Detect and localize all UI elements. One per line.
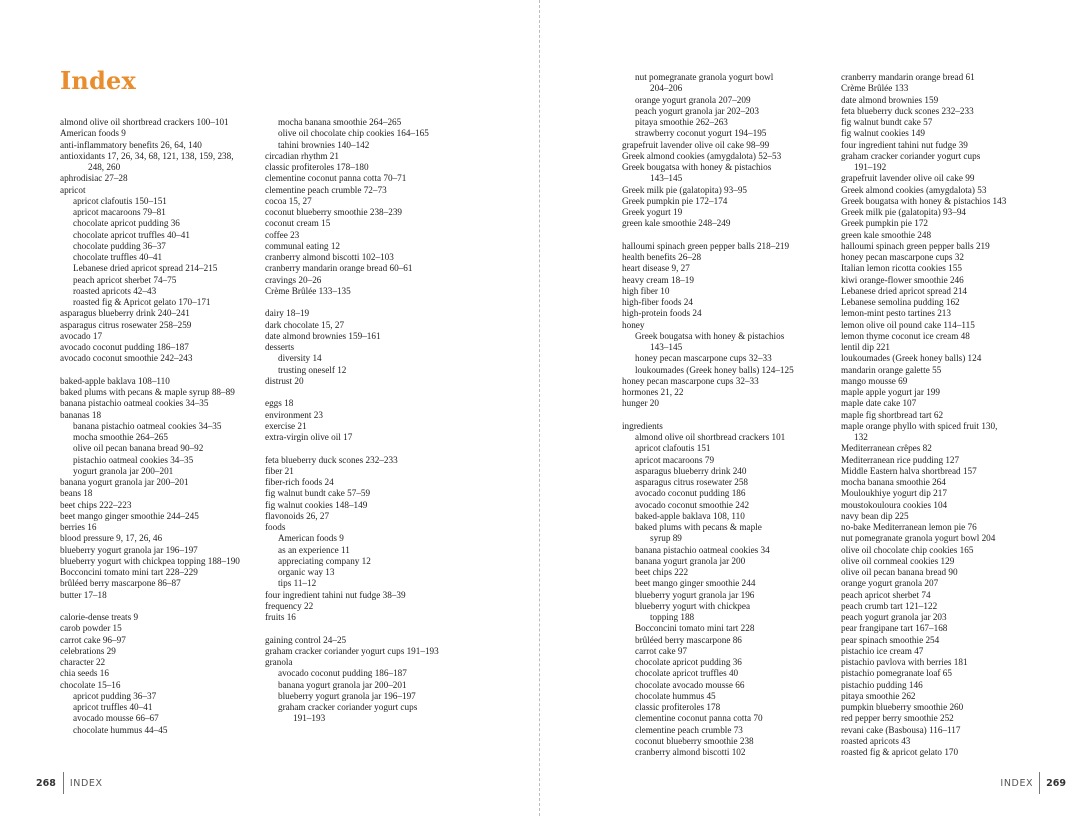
index-entry: ingredients (622, 420, 663, 431)
index-entry: Italian lemon ricotta cookies 155 (841, 263, 962, 274)
index-subentry: beet chips 222 (635, 567, 689, 577)
index-entry: peach yogurt granola jar 203 (841, 612, 947, 622)
index-entry: heavy cream 18–19 (622, 274, 694, 285)
index-entry: anti-inflammatory benefits 26, 64, 140 (60, 139, 202, 150)
index-entry: hunger 20 (622, 398, 659, 409)
index-entry: clementine coconut panna cotta 70–71 (265, 173, 407, 184)
index-entry: four ingredient tahini nut fudge 38–39 (265, 589, 406, 600)
index-subentry: olive oil pecan banana bread 90–92 (73, 443, 204, 454)
index-subentry: cranberry almond biscotti 102 (635, 747, 746, 757)
index-entry: foods (265, 522, 286, 532)
index-entry: distrust 20 (265, 375, 304, 386)
index-entry: mango mousse 69 (841, 375, 908, 386)
index-entry: halloumi spinach green pepper balls 219 (841, 240, 990, 251)
index-entry: mocha banana smoothie 264 (841, 477, 946, 487)
index-entry: pistachio pomegranate loaf 65 (841, 668, 952, 679)
index-entry: Mediterranean crêpes 82 (841, 443, 932, 454)
index-section-gap (622, 410, 837, 421)
index-entry: date almond brownies 159 (841, 94, 939, 105)
index-entry: lemon-mint pesto tartines 213 (841, 308, 951, 319)
index-entry: eggs 18 (265, 398, 294, 409)
index-section-gap (60, 365, 275, 376)
index-subentry: tahini brownies 140–142 (278, 139, 370, 150)
index-subentry: clementine coconut panna cotta 70 (635, 713, 763, 724)
index-subentry: mocha smoothie 264–265 (73, 432, 168, 442)
index-entry: roasted apricots 43 (841, 735, 911, 746)
index-subentry: baked-apple baklava 108, 110 (635, 510, 745, 521)
index-entry: feta blueberry duck scones 232–233 (265, 454, 398, 465)
index-subentry: 191–193 (293, 713, 326, 724)
index-subentry: avocado coconut pudding 186 (635, 488, 746, 499)
index-subentry: banana yogurt granola jar 200–201 (278, 679, 407, 690)
index-entry: loukoumades (Greek honey balls) 124 (841, 353, 982, 364)
index-entry: no-bake Mediterranean lemon pie 76 (841, 522, 977, 532)
index-entry: graham cracker coriander yogurt cups (841, 150, 981, 161)
index-entry: lemon thyme coconut ice cream 48 (841, 330, 970, 341)
index-subentry: pitaya smoothie 262–263 (635, 117, 728, 127)
index-subentry: brûléed berry mascarpone 86 (635, 634, 742, 645)
index-entry: desserts (265, 342, 295, 352)
index-entry: Middle Eastern halva shortbread 157 (841, 465, 977, 476)
index-entry: environment 23 (265, 409, 323, 420)
index-entry: circadian rhythm 21 (265, 150, 339, 161)
index-entry: Greek yogurt 19 (622, 207, 683, 217)
index-entry: banana yogurt granola jar 200–201 (60, 477, 189, 487)
index-subentry: Lebanese dried apricot spread 214–215 (73, 263, 218, 274)
index-subentry: roasted fig & Apricot gelato 170–171 (73, 297, 211, 307)
index-entry: Greek milk pie (galatopita) 93–95 (622, 184, 748, 195)
index-entry: avocado coconut pudding 186–187 (60, 342, 189, 352)
index-subentry: loukoumades (Greek honey balls) 124–125 (635, 364, 794, 375)
index-entry: avocado 17 (60, 330, 103, 341)
index-subentry: topping 188 (650, 612, 695, 622)
footer-right (1000, 772, 1066, 794)
index-entry: antioxidants 17, 26, 34, 68, 121, 138, 159, 238, (60, 150, 234, 161)
index-subentry: apricot truffles 40–41 (73, 702, 153, 712)
index-entry: honey pecan mascarpone cups 32–33 (622, 375, 759, 386)
index-entry: Greek bougatsa with honey & pistachios 143 (841, 195, 1007, 206)
index-entry: halloumi spinach green pepper balls 218–219 (622, 240, 790, 251)
index-entry: asparagus blueberry drink 240–241 (60, 308, 190, 319)
index-entry: cranberry almond biscotti 102–103 (265, 252, 394, 262)
index-entry: pumpkin blueberry smoothie 260 (841, 702, 964, 712)
index-subentry: syrup 89 (650, 533, 682, 544)
footer-divider-left (63, 772, 64, 794)
index-entry: pistachio pudding 146 (841, 679, 923, 690)
index-entry: feta blueberry duck scones 232–233 (841, 105, 974, 116)
index-entry: high-protein foods 24 (622, 308, 702, 319)
index-entry: frequency 22 (265, 600, 314, 611)
index-entry: dark chocolate 15, 27 (265, 319, 345, 330)
index-entry: beet mango ginger smoothie 244–245 (60, 510, 199, 521)
index-subentry: apricot macaroons 79–81 (73, 207, 166, 217)
index-entry: navy bean dip 225 (841, 510, 909, 521)
index-subentry: Greek bougatsa with honey & pistachios (635, 330, 785, 341)
index-entry: coffee 23 (265, 229, 300, 240)
index-subentry: chocolate hummus 45 (635, 690, 716, 701)
index-entry: baked plums with pecans & maple syrup 88–89 (60, 387, 235, 397)
index-subentry: orange yogurt granola 207–209 (635, 94, 751, 105)
index-entry: honey pecan mascarpone cups 32 (841, 252, 964, 262)
index-subentry: chocolate apricot truffles 40 (635, 668, 739, 679)
index-entry: green kale smoothie 248–249 (622, 218, 731, 229)
index-subentry: avocado coconut smoothie 242 (635, 499, 750, 510)
index-entry: maple apple yogurt jar 199 (841, 387, 940, 397)
index-subentry: chocolate avocado mousse 66 (635, 679, 745, 690)
index-subentry: 204–206 (650, 83, 683, 94)
index-entry: Mouloukhiye yogurt dip 217 (841, 488, 947, 499)
index-entry: date almond brownies 159–161 (265, 330, 381, 341)
index-entry: chia seeds 16 (60, 668, 109, 679)
index-entry: kiwi orange-flower smoothie 246 (841, 274, 964, 285)
index-entry: Greek pumpkin pie 172–174 (622, 195, 728, 206)
page-number-left: 268 (36, 777, 56, 789)
index-entry: brûléed berry mascarpone 86–87 (60, 578, 181, 589)
index-entry: classic profiteroles 178–180 (265, 162, 369, 172)
index-subentry: trusting oneself 12 (278, 364, 347, 375)
index-entry: olive oil cornmeal cookies 129 (841, 555, 955, 566)
page-number-right: 269 (1046, 777, 1066, 789)
index-subentry: chocolate apricot pudding 36 (73, 218, 180, 229)
index-entry: blueberry yogurt granola jar 196–197 (60, 544, 198, 555)
index-entry: avocado coconut smoothie 242–243 (60, 353, 193, 364)
index-entry: baked-apple baklava 108–110 (60, 375, 170, 386)
index-entry: butter 17–18 (60, 589, 107, 600)
index-section-gap (265, 623, 480, 634)
index-subentry: 132 (854, 432, 868, 442)
index-subentry: 143–145 (650, 342, 683, 352)
index-subentry: roasted apricots 42–43 (73, 285, 157, 296)
index-column-3 (622, 72, 837, 758)
index-entry: lentil dip 221 (841, 342, 890, 352)
index-entry: blueberry yogurt with chickpea topping 188–190 (60, 555, 240, 566)
index-subentry: apricot clafoutis 150–151 (73, 195, 167, 206)
index-column-1 (60, 117, 275, 736)
index-entry: Lebanese dried apricot spread 214 (841, 285, 968, 296)
index-subentry: mocha banana smoothie 264–265 (278, 117, 402, 127)
index-subentry: apricot clafoutis 151 (635, 443, 711, 454)
index-entry: extra-virgin olive oil 17 (265, 432, 353, 442)
index-entry: communal eating 12 (265, 240, 341, 251)
index-subentry: avocado mousse 66–67 (73, 713, 159, 724)
index-section-gap (622, 230, 837, 241)
index-subentry: diversity 14 (278, 353, 322, 364)
index-entry: cocoa 15, 27 (265, 195, 312, 206)
index-entry: high-fiber foods 24 (622, 297, 693, 307)
index-entry: graham cracker coriander yogurt cups 191–193 (265, 645, 439, 656)
index-entry: maple date cake 107 (841, 398, 917, 409)
index-entry: pear spinach smoothie 254 (841, 634, 940, 645)
index-entry: pear frangipane tart 167–168 (841, 623, 948, 634)
index-entry: gaining control 24–25 (265, 634, 347, 645)
index-entry: pistachio ice cream 47 (841, 645, 924, 656)
index-subentry: olive oil chocolate chip cookies 164–165 (278, 128, 429, 139)
index-entry: fiber-rich foods 24 (265, 477, 334, 487)
index-entry: honey (622, 319, 645, 330)
index-subentry: organic way 13 (278, 567, 335, 577)
index-entry: Crème Brûlée 133 (841, 83, 909, 94)
index-entry: character 22 (60, 657, 106, 667)
index-entry: asparagus citrus rosewater 258–259 (60, 319, 192, 330)
index-entry: pistachio pavlova with berries 181 (841, 657, 968, 667)
index-entry: orange yogurt granola 207 (841, 578, 939, 589)
index-subentry: 248, 260 (88, 162, 121, 172)
running-footer-label-left: INDEX (69, 777, 103, 789)
index-subentry: classic profiteroles 178 (635, 702, 721, 712)
index-subentry: chocolate apricot pudding 36 (635, 657, 742, 667)
index-entry: coconut cream 15 (265, 218, 331, 229)
index-entry: heart disease 9, 27 (622, 263, 690, 274)
index-entry: nut pomegranate granola yogurt bowl 204 (841, 533, 996, 544)
index-entry: celebrations 29 (60, 645, 116, 656)
index-subentry: carrot cake 97 (635, 645, 688, 656)
index-subentry: banana yogurt granola jar 200 (635, 555, 746, 566)
index-subentry: chocolate pudding 36–37 (73, 240, 166, 251)
index-entry: beet chips 222–223 (60, 499, 132, 510)
index-entry: mandarin orange galette 55 (841, 364, 942, 375)
index-subentry: apricot pudding 36–37 (73, 690, 157, 701)
index-entry: revani cake (Basbousa) 116–117 (841, 724, 961, 735)
index-subentry: honey pecan mascarpone cups 32–33 (635, 353, 772, 364)
index-subentry: 143–145 (650, 173, 683, 184)
index-entry: Lebanese semolina pudding 162 (841, 297, 960, 307)
index-entry: cranberry mandarin orange bread 61 (841, 72, 975, 82)
footer-left (36, 772, 103, 794)
index-entry: calorie-dense treats 9 (60, 612, 139, 622)
index-entry: red pepper berry smoothie 252 (841, 713, 954, 724)
index-subentry: tips 11–12 (278, 578, 317, 589)
index-section-gap (265, 443, 480, 454)
index-subentry: blueberry yogurt with chickpea (635, 600, 751, 611)
index-entry: fig walnut bundt cake 57–59 (265, 488, 371, 499)
index-subentry: coconut blueberry smoothie 238 (635, 735, 754, 746)
index-subentry: baked plums with pecans & maple (635, 522, 762, 532)
index-entry: clementine peach crumble 72–73 (265, 184, 387, 195)
index-entry: Greek almond cookies (amygdalota) 52–53 (622, 150, 782, 161)
index-entry: fiber 21 (265, 465, 294, 476)
running-footer-label-right: INDEX (1000, 777, 1034, 789)
index-entry: beans 18 (60, 488, 93, 499)
index-entry: health benefits 26–28 (622, 252, 702, 262)
index-subentry: as an experience 11 (278, 544, 350, 555)
index-entry: moustokouloura cookies 104 (841, 499, 948, 510)
index-entry: Greek milk pie (galatopita) 93–94 (841, 207, 967, 217)
index-entry: coconut blueberry smoothie 238–239 (265, 207, 403, 217)
index-entry: carob powder 15 (60, 623, 122, 634)
index-entry: flavonoids 26, 27 (265, 510, 330, 521)
index-entry: carrot cake 96–97 (60, 634, 126, 645)
index-subentry: yogurt granola jar 200–201 (73, 465, 174, 476)
index-subentry: American foods 9 (278, 533, 344, 544)
index-subentry: apricot macaroons 79 (635, 454, 715, 465)
index-subentry: banana pistachio oatmeal cookies 34–35 (73, 420, 222, 431)
index-section-gap (60, 601, 275, 612)
index-entry: fruits 16 (265, 612, 296, 622)
index-entry: lemon olive oil pound cake 114–115 (841, 319, 975, 330)
index-entry: fig walnut cookies 148–149 (265, 499, 368, 510)
index-entry: cranberry mandarin orange bread 60–61 (265, 263, 413, 274)
index-subentry: asparagus citrus rosewater 258 (635, 477, 749, 487)
index-subentry: blueberry yogurt granola jar 196 (635, 589, 755, 600)
index-subentry: appreciating company 12 (278, 555, 371, 566)
index-subentry: chocolate apricot truffles 40–41 (73, 229, 190, 240)
index-column-4 (841, 72, 1056, 758)
index-entry: exercise 21 (265, 420, 307, 431)
index-entry: Greek bougatsa with honey & pistachios (622, 162, 772, 172)
index-subentry: graham cracker coriander yogurt cups (278, 702, 418, 712)
index-entry: Crème Brûlée 133–135 (265, 285, 351, 296)
right-page (540, 0, 1080, 816)
index-entry: maple fig shortbread tart 62 (841, 409, 944, 420)
index-entry: blood pressure 9, 17, 26, 46 (60, 533, 163, 544)
index-subentry: chocolate hummus 44–45 (73, 724, 168, 735)
footer-divider-right (1039, 772, 1040, 794)
index-subentry: almond olive oil shortbread crackers 101 (635, 432, 786, 442)
index-entry: grapefruit lavender olive oil cake 99 (841, 173, 975, 184)
index-entry: peach apricot sherbet 74 (841, 589, 931, 600)
index-entry: dairy 18–19 (265, 308, 310, 319)
index-section-gap (265, 387, 480, 398)
index-subentry: peach apricot sherbet 74–75 (73, 274, 177, 285)
index-entry: Mediterranean rice pudding 127 (841, 454, 960, 465)
index-entry: high fiber 10 (622, 285, 670, 296)
index-subentry: beet mango ginger smoothie 244 (635, 578, 756, 589)
index-entry: almond olive oil shortbread crackers 100–101 (60, 117, 229, 127)
index-entry: chocolate 15–16 (60, 679, 121, 690)
index-entry: roasted fig & apricot gelato 170 (841, 747, 959, 757)
index-entry: pitaya smoothie 262 (841, 690, 916, 701)
index-entry: apricot (60, 184, 86, 195)
page-title: Index (60, 66, 137, 95)
index-entry: American foods 9 (60, 128, 126, 139)
index-subentry: peach yogurt granola jar 202–203 (635, 105, 759, 116)
index-entry: green kale smoothie 248 (841, 229, 932, 240)
index-subentry: 191–192 (854, 162, 887, 172)
index-subentry: Bocconcini tomato mini tart 228 (635, 623, 755, 634)
index-entry: banana pistachio oatmeal cookies 34–35 (60, 398, 209, 409)
index-subentry: chocolate truffles 40–41 (73, 252, 163, 262)
index-subentry: blueberry yogurt granola jar 196–197 (278, 690, 416, 701)
index-entry: grapefruit lavender olive oil cake 98–99 (622, 139, 770, 150)
index-entry: peach crumb tart 121–122 (841, 600, 938, 611)
index-entry: four ingredient tahini nut fudge 39 (841, 139, 968, 150)
index-subentry: nut pomegranate granola yogurt bowl (635, 72, 774, 82)
index-entry: hormones 21, 22 (622, 387, 684, 397)
index-entry: Bocconcini tomato mini tart 228–229 (60, 567, 198, 577)
index-entry: bananas 18 (60, 409, 102, 420)
index-entry: olive oil chocolate chip cookies 165 (841, 544, 974, 555)
index-section-gap (265, 297, 480, 308)
index-entry: granola (265, 657, 293, 667)
index-subentry: banana pistachio oatmeal cookies 34 (635, 544, 770, 555)
index-subentry: clementine peach crumble 73 (635, 724, 743, 735)
index-subentry: strawberry coconut yogurt 194–195 (635, 128, 767, 139)
index-subentry: pistachio oatmeal cookies 34–35 (73, 454, 194, 465)
index-entry: berries 16 (60, 522, 97, 532)
index-entry: fig walnut bundt cake 57 (841, 117, 933, 127)
index-entry: maple orange phyllo with spiced fruit 130, (841, 420, 998, 431)
index-entry: fig walnut cookies 149 (841, 128, 925, 139)
index-entry: olive oil pecan banana bread 90 (841, 567, 958, 577)
index-entry: Greek almond cookies (amygdalota) 53 (841, 184, 987, 195)
index-entry: aphrodisiac 27–28 (60, 173, 128, 184)
index-subentry: avocado coconut pudding 186–187 (278, 668, 407, 679)
index-entry: Greek pumpkin pie 172 (841, 218, 929, 229)
index-column-2 (265, 117, 480, 725)
index-subentry: asparagus blueberry drink 240 (635, 465, 747, 476)
index-entry: cravings 20–26 (265, 274, 322, 285)
